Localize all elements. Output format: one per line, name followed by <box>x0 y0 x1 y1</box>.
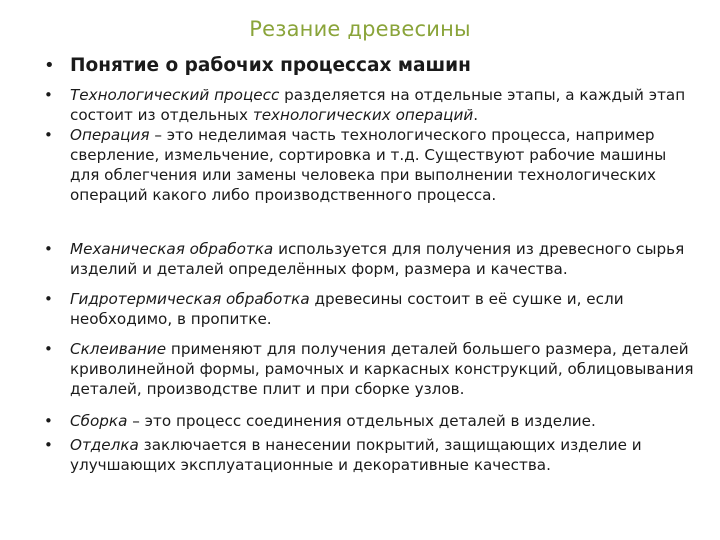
list-item <box>44 125 694 239</box>
term-description: – это неделимая часть технологического процесса, например сверление, измельчение, сортировка и т.д. Существуют рабочие машины для облегчения или замены человека при выполнении технологических операций какого либо производственного процесса. <box>70 126 667 204</box>
slide-heading: Понятие о рабочих процессах машин <box>70 55 471 76</box>
list-item-text <box>70 125 694 205</box>
term-description: – это процесс соединения отдельных деталей в изделие. <box>127 412 596 430</box>
term: Гидротермическая обработка <box>70 290 310 308</box>
list-item <box>44 411 694 435</box>
slide-title: Резание древесины <box>249 17 471 41</box>
list-item-text <box>70 289 694 329</box>
term: технологических операций <box>252 106 474 124</box>
bullet-icon: • <box>44 290 53 308</box>
term: Отделка <box>70 436 139 454</box>
bullet-list <box>44 85 694 475</box>
term: Технологический процесс <box>70 86 280 104</box>
term-description: используется для получения из древесного сырья изделий и деталей определённых форм, размера и качества. <box>70 240 685 278</box>
list-item-text <box>70 411 694 431</box>
heading-row <box>44 55 684 76</box>
term-description: . <box>473 106 479 124</box>
list-item <box>44 435 694 475</box>
term: Механическая обработка <box>70 240 274 258</box>
list-item-text <box>70 435 694 475</box>
bullet-icon: • <box>44 86 53 104</box>
bullet-icon: • <box>44 436 53 454</box>
bullet-icon: • <box>44 240 53 258</box>
bullet-icon: • <box>44 126 53 144</box>
list-item <box>44 339 694 411</box>
bullet-icon: • <box>44 55 55 76</box>
list-item-text <box>70 85 694 125</box>
term-description: разделяется на отдельные этапы, а каждый этап состоит из отдельных <box>70 86 686 124</box>
list-item <box>44 289 694 339</box>
term: Сборка <box>70 412 128 430</box>
term-description: древесины состоит в её сушке и, если необходимо, в пропитке. <box>70 290 624 328</box>
list-item <box>44 239 694 289</box>
term: Операция <box>70 126 150 144</box>
list-item-text <box>70 239 694 279</box>
term-description: применяют для получения деталей большего размера, деталей криволинейной формы, рамочных и каркасных конструкций, облицовывания деталей, производстве плит и при сборке узлов. <box>70 340 694 398</box>
term: Склеивание <box>70 340 167 358</box>
list-item <box>44 85 694 125</box>
bullet-icon: • <box>44 340 53 358</box>
bullet-icon: • <box>44 412 53 430</box>
term-description: заключается в нанесении покрытий, защищающих изделие и улучшающих эксплуатационные и декоративные качества. <box>70 436 642 474</box>
list-item-text <box>70 339 694 399</box>
